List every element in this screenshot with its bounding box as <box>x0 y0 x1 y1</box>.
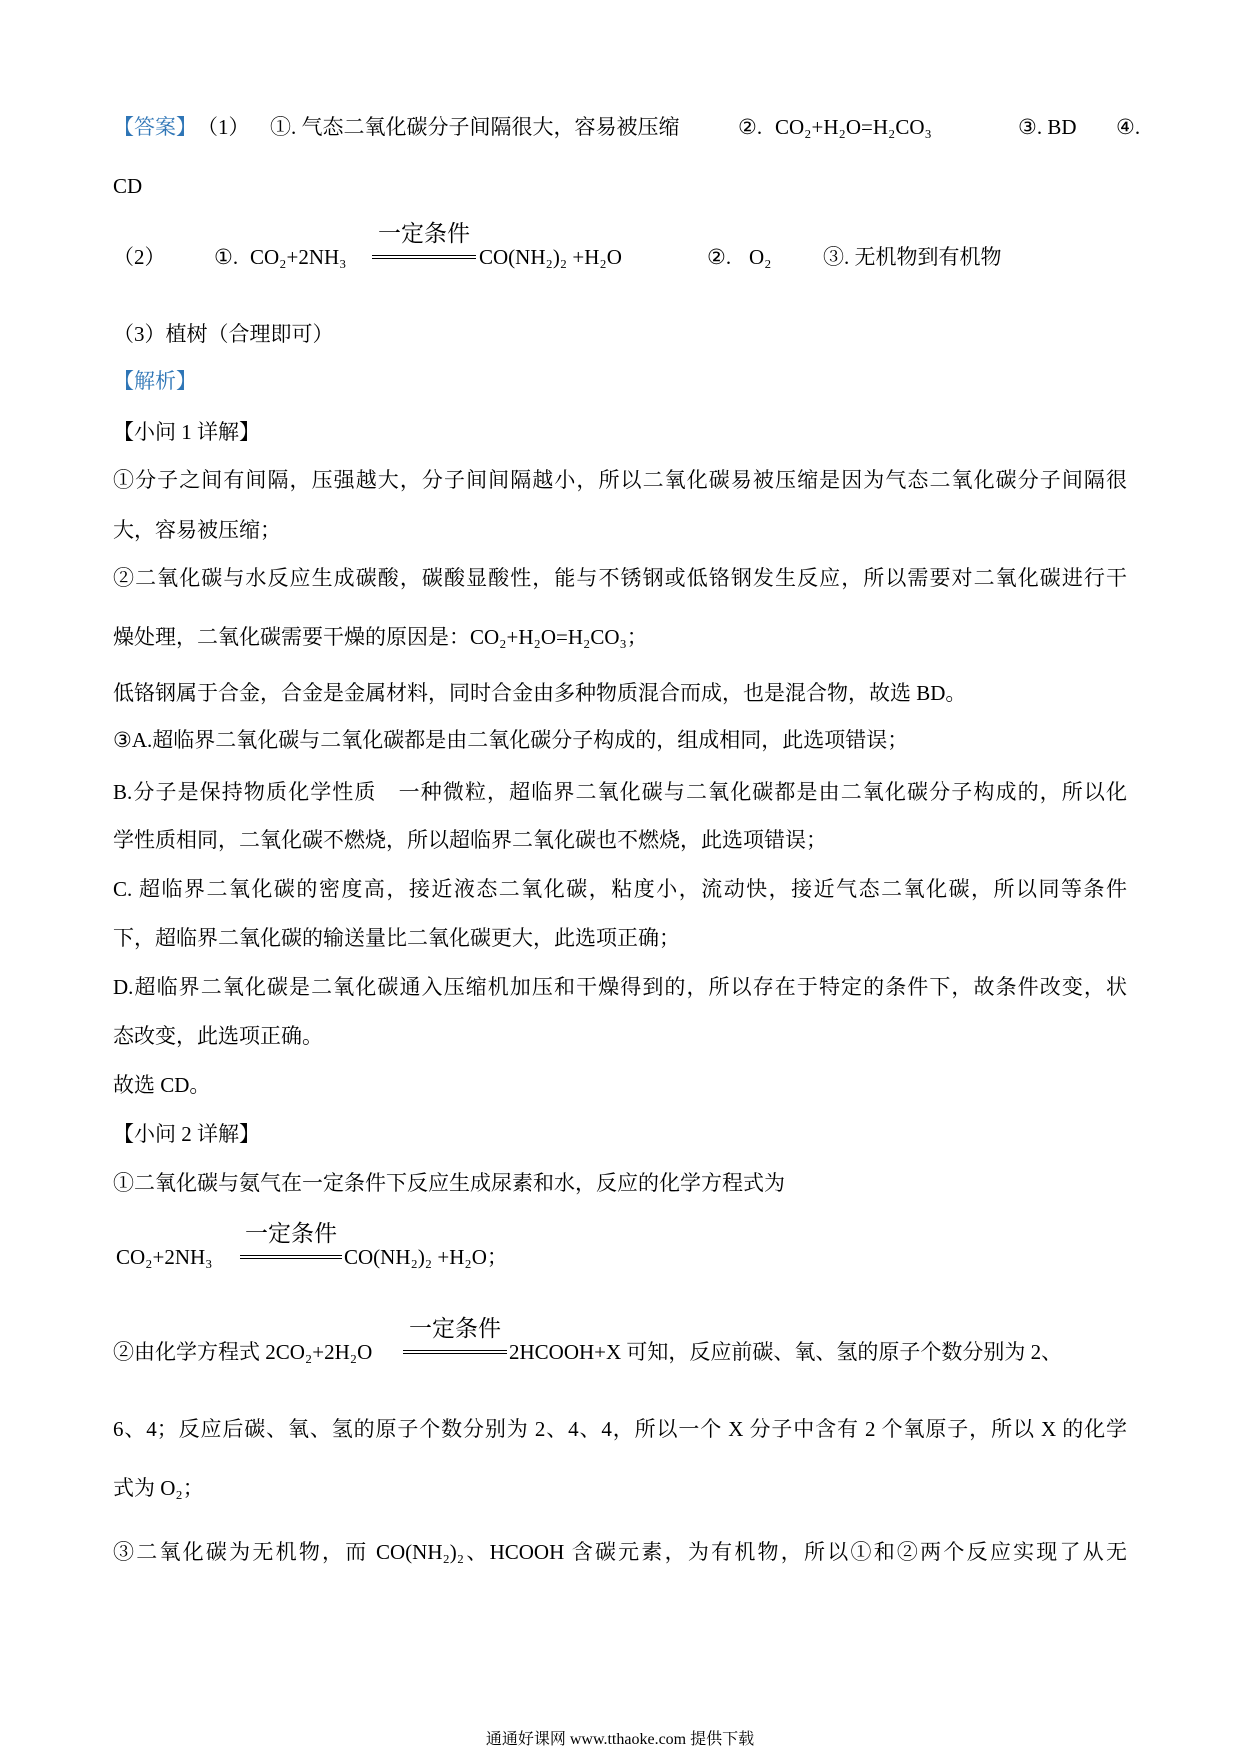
q1-line-12: 态改变，此选项正确。 <box>113 1024 323 1048</box>
q2-heading: 【小问 2 详解】 <box>113 1122 260 1146</box>
q1-heading: 【小问 1 详解】 <box>113 420 260 444</box>
q1-line-10: 下，超临界二氧化碳的输送量比二氧化碳更大，此选项正确； <box>113 926 680 950</box>
q2-line-1: 6、4；反应后碳、氧、氢的原子个数分别为 2、4、4，所以一个 X 分子中含有 2 个氧原子，所以 X 的化学 <box>113 1417 1127 1441</box>
answer-part1-number: （1） <box>197 115 250 139</box>
answer-part2-item3: ③. 无机物到有机物 <box>823 245 1002 269</box>
answer-part1-item4-value: CD <box>113 174 143 198</box>
page-footer: 通通好课网 www.tthaoke.com 提供下载 <box>485 1731 755 1748</box>
answer-part1-item2-label: ②. <box>738 115 763 139</box>
reaction-condition-label: 一定条件 <box>378 221 470 246</box>
q2-line-2: 式为 O₂； <box>113 1476 204 1500</box>
q1-line-13: 故选 CD。 <box>113 1073 211 1097</box>
reaction-condition <box>372 221 476 271</box>
answer-line-1 <box>0 113 1240 141</box>
answer-part2-item2-value: O₂ <box>749 245 772 269</box>
equation-reactants: CO₂+2NH₃ <box>250 245 347 269</box>
equation-1-condition <box>240 1221 342 1271</box>
answer-part1-item4-label: ④. <box>1116 115 1141 139</box>
q1-line-3: ②二氧化碳与水反应生成碳酸，碳酸显酸性，能与不锈钢或低铬钢发生反应，所以需要对二氧化碳进行干 <box>113 566 1127 590</box>
q1-line-1: ①分子之间有间隔，压强越大，分子间间隔越小，所以二氧化碳易被压缩是因为气态二氧化碳分子间隔很 <box>113 468 1127 492</box>
q1-line-8: 学性质相同，二氧化碳不燃烧，所以超临界二氧化碳也不燃烧，此选项错误； <box>113 828 827 852</box>
answer-part1-item1: ①. 气态二氧化碳分子间隔很大，容易被压缩 <box>270 115 680 139</box>
q2-equation-1 <box>0 1221 1240 1271</box>
q1-line-2: 大，容易被压缩； <box>113 518 281 542</box>
analysis-label: 【解析】 <box>113 369 197 393</box>
q2-line-3: ③二氧化碳为无机物，而 CO(NH₂)₂、HCOOH 含碳元素，为有机物，所以①和②两个反应实现了从无 <box>113 1540 1127 1564</box>
answer-part1-item3: ③. BD <box>1018 115 1077 139</box>
q1-line-7: B.分子是保持物质化学性质 一种微粒，超临界二氧化碳与二氧化碳都是由二氧化碳分子构成的，所以化 <box>113 780 1127 804</box>
equation-1-condition-label: 一定条件 <box>245 1221 337 1246</box>
answer-label: 【答案】 <box>113 115 197 139</box>
equation-1-reactants: CO₂+2NH₃ <box>116 1245 213 1269</box>
answer-part2-item2-label: ②. <box>707 245 732 269</box>
q2-equation-2 <box>0 1316 1240 1366</box>
equation-1-products: CO(NH₂)₂ +H₂O； <box>344 1245 508 1269</box>
double-equals-line <box>372 255 476 259</box>
q1-line-9: C. 超临界二氧化碳的密度高，接近液态二氧化碳，粘度小，流动快，接近气态二氧化碳，所以同等条件 <box>113 877 1127 901</box>
equation-2-condition <box>403 1316 507 1366</box>
q1-line-5: 低铬钢属于合金，合金是金属材料，同时合金由多种物质混合而成，也是混合物，故选 BD。 <box>113 681 967 705</box>
q1-line-11: D.超临界二氧化碳是二氧化碳通入压缩机加压和干燥得到的，所以存在于特定的条件下，故条件改变，状 <box>113 975 1127 999</box>
answer-line-2 <box>0 221 1240 271</box>
equation-2-trail: 2HCOOH+X 可知，反应前碳、氧、氢的原子个数分别为 2、 <box>509 1340 1063 1364</box>
q2-intro: ①二氧化碳与氨气在一定条件下反应生成尿素和水，反应的化学方程式为 <box>113 1171 785 1195</box>
equation-products: CO(NH₂)₂ +H₂O <box>479 245 622 269</box>
answer-part2-item1-label: ①. <box>214 245 239 269</box>
equation-2-lead: ②由化学方程式 2CO₂+2H₂O <box>113 1340 373 1364</box>
answer-part2-number: （2） <box>113 245 166 269</box>
equation-2-condition-label: 一定条件 <box>409 1316 501 1341</box>
answer-part1-item2-formula: CO₂+H₂O=H₂CO₃ <box>775 115 932 139</box>
q1-line-6: ③A.超临界二氧化碳与二氧化碳都是由二氧化碳分子构成的，组成相同，此选项错误； <box>113 728 909 752</box>
q1-line-4: 燥处理，二氧化碳需要干燥的原因是：CO₂+H₂O=H₂CO₃； <box>113 625 648 649</box>
answer-part3: （3）植树（合理即可） <box>113 322 334 346</box>
double-equals-line <box>240 1255 342 1259</box>
double-equals-line <box>403 1350 507 1354</box>
